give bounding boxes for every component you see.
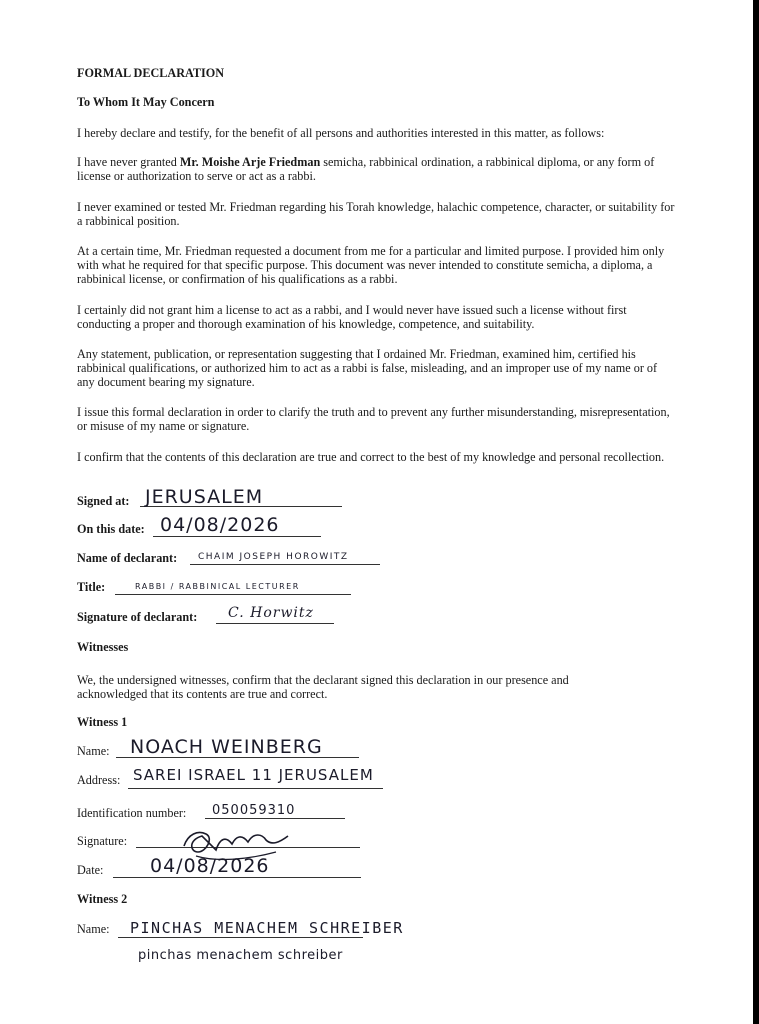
witness-1-id-value: 050059310	[212, 803, 296, 818]
witness-1-id-label: Identification number:	[77, 806, 187, 820]
paragraph-6: I issue this formal declaration in order to clarify the truth and to prevent any further misunderstanding, misrepresentation, or misuse of my name or signature.	[77, 405, 670, 433]
witness-1-heading: Witness 1	[77, 715, 128, 729]
declarant-name-label: Name of declarant:	[77, 551, 178, 565]
paragraph-7: I confirm that the contents of this declaration are true and correct to the best of my knowledge and personal recollection.	[77, 450, 665, 464]
paragraph-2: I never examined or tested Mr. Friedman regarding his Torah knowledge, halachic competence, character, or suitability for a rabbinical position.	[77, 200, 675, 228]
witness-1-address-value: SAREI ISRAEL 11 JERUSALEM	[133, 766, 374, 784]
witness-2-name-value: PINCHAS MENACHEM SCHREIBER	[130, 919, 404, 937]
declarant-name-value: CHAIM JOSEPH HOROWITZ	[198, 552, 349, 562]
witness-2-name-script: pinchas menachem schreiber	[138, 948, 343, 963]
date-value: 04/08/2026	[160, 514, 280, 536]
witness-1-address-line	[128, 788, 383, 789]
date-line	[153, 536, 321, 537]
witness-1-signature-label: Signature:	[77, 834, 128, 848]
scan-edge	[753, 0, 759, 1024]
witness-2-name-label: Name:	[77, 922, 110, 936]
title-line	[115, 594, 351, 595]
witness-1-name-value: NOACH WEINBERG	[130, 736, 323, 758]
witness-1-date-label: Date:	[77, 863, 104, 877]
date-label: On this date:	[77, 522, 145, 536]
witness-1-date-value: 04/08/2026	[150, 855, 270, 877]
intro-paragraph: I hereby declare and testify, for the benefit of all persons and authorities interested in this matter, as follows:	[77, 126, 605, 140]
paragraph-5: Any statement, publication, or representation suggesting that I ordained Mr. Friedman, examined him, certified his rabbinical qualifications, or authorized him to act as a rabbi is false, misleading, and an improper use of my name or of any document bearing my signature.	[77, 347, 658, 389]
declarant-name-line	[190, 564, 380, 565]
subject-name: Mr. Moishe Arje Friedman	[179, 155, 321, 169]
declarant-signature-line	[216, 623, 334, 624]
paragraph-4: I certainly did not grant him a license to act as a rabbi, and I would never have issued such a license without first conducting a proper and thorough examination of his knowledge, competence, and suitability.	[77, 303, 627, 331]
witness-1-address-label: Address:	[77, 773, 121, 787]
declarant-signature-label: Signature of declarant:	[77, 610, 198, 624]
signed-at-label: Signed at:	[77, 494, 130, 508]
document-title: FORMAL DECLARATION	[77, 66, 225, 80]
witnesses-heading: Witnesses	[77, 640, 129, 654]
witness-2-heading: Witness 2	[77, 892, 128, 906]
title-label: Title:	[77, 580, 106, 594]
witness-1-name-label: Name:	[77, 744, 110, 758]
witnesses-statement: We, the undersigned witnesses, confirm that the declarant signed this declaration in our presence and acknowledged that its contents are true and correct.	[77, 673, 569, 701]
salutation: To Whom It May Concern	[77, 95, 215, 109]
signed-at-value: JERUSALEM	[145, 486, 264, 508]
witness-2-name-line	[118, 937, 363, 938]
paragraph-3: At a certain time, Mr. Friedman requested a document from me for a particular and limited purpose. I provided him only with what he required for that specific purpose. This document was never intended to constitute semicha, a diploma, a rabbinical license, or confirmation of his qualifications as a rabbi.	[77, 244, 665, 286]
declarant-signature-value: C. Horwitz	[228, 605, 314, 621]
witness-1-date-line	[113, 877, 361, 878]
paragraph-1: I have never granted Mr. Moishe Arje Friedman semicha, rabbinical ordination, a rabbinical diploma, or any form of license or authorization to serve or act as a rabbi.	[77, 155, 655, 183]
title-value: RABBI / RABBINICAL LECTURER	[135, 582, 300, 591]
